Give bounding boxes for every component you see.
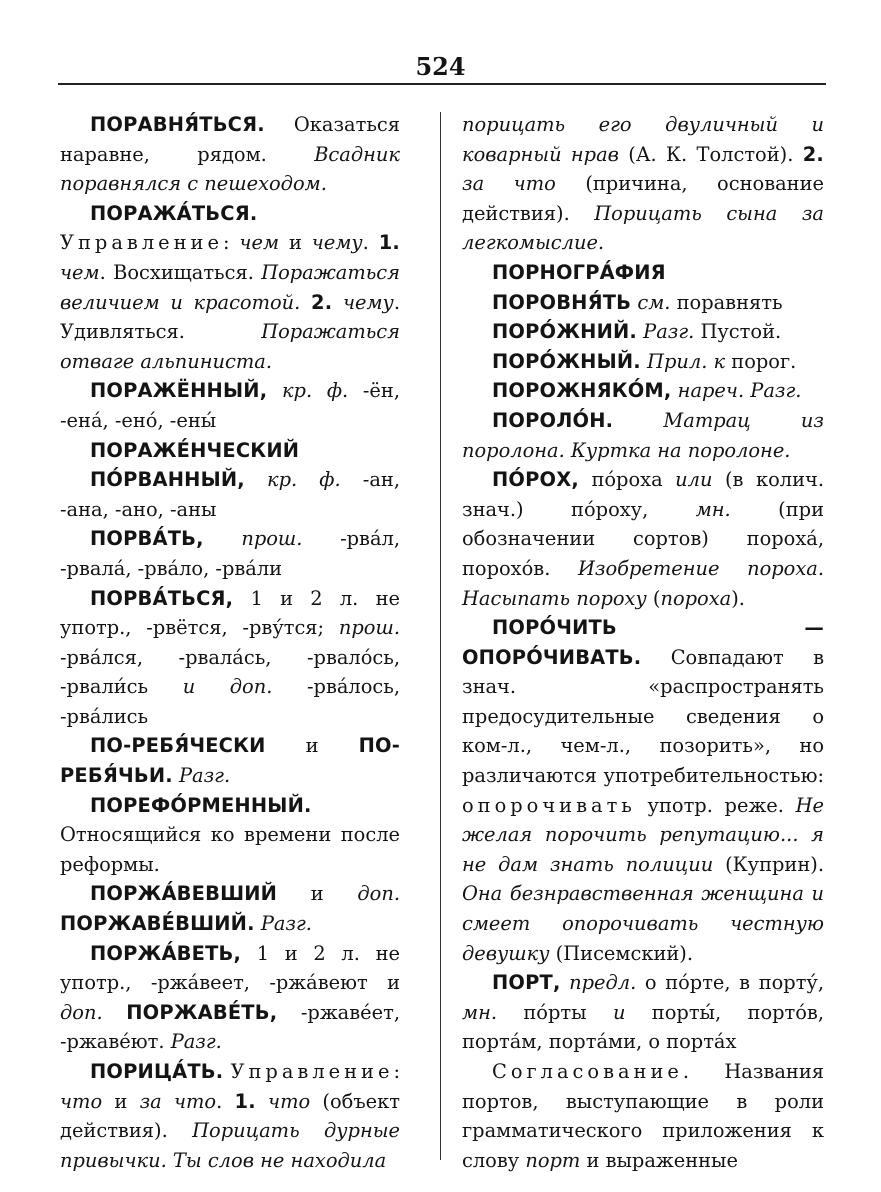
dictionary-entry: ПО́РВАННЫЙ, кр. ф. -ан, -ана, -ано, -аны [60, 468, 400, 521]
dictionary-entry: ПОРАВНЯ́ТЬСЯ. Оказаться наравне, рядом. Всадник поравнялся с пешеходом. [60, 113, 400, 196]
dictionary-entry: ПОРТ, предл. о по́рте, в порту́, мн. по́рты и порты́, порто́в, порта́м, порта́ми, о порта́х [462, 971, 825, 1054]
dictionary-entry: ПОРО́ЖНЫЙ. Прил. к порог. [492, 349, 797, 373]
dictionary-entry: ПОРОВНЯ́ТЬ см. поравнять [492, 290, 783, 314]
column-divider [440, 112, 441, 1160]
dictionary-entry: Согласование. Названия портов, выступающие в роли грамматического приложения к слову порт и выраженные [462, 1060, 824, 1172]
left-column [60, 110, 400, 1175]
dictionary-entry: ПОРЕФО́РМЕННЫЙ. Относящийся ко времени после реформы. [60, 793, 400, 876]
dictionary-entry: ПОРАЖЕ́НЧЕСКИЙ [90, 438, 300, 462]
dictionary-entry: ПОРЖА́ВЕВШИЙ и доп. ПОРЖАВЕ́ВШИЙ. Разг. [60, 882, 400, 936]
dictionary-entry: ПО-РЕБЯ́ЧЕСКИ и ПО-РЕБЯ́ЧЬИ. Разг. [60, 734, 400, 788]
dictionary-entry: ПО́РОХ, по́роха или (в колич. знач.) по́роху, мн. (при обозначении сортов) пороха́, порохо́в. Изобретение пороха. Насыпать пороху (пороха). [462, 468, 825, 610]
dictionary-entry: ПОРОЖНЯКО́М, нареч. Разг. [492, 379, 802, 403]
dictionary-entry: ПОРО́ЧИТЬ — ОПОРО́ЧИВАТЬ. Совпадают в знач. «распространять предосудительные сведения о ком-л., чем-л., позорить», но различаются употребительностью: опорочивать употр. реже. Не желая порочить репутацию... я не дам знать полиции (Куприн). Она безнравственная женщина и смеет опорочивать честную девушку (Писемский). [462, 616, 824, 965]
dictionary-entry: ПОРАЖА́ТЬСЯ. Управление: чем и чему. 1. чем. Восхищаться. Поражаться величием и красотой. 2. чему. Удивляться. Поражаться отваге альпиниста. [60, 201, 400, 373]
dictionary-entry: порицать его двуличный и коварный нрав (А. К. Толстой). 2. за что (причина, основание действия). Порицать сына за легкомыслие. [462, 113, 824, 255]
dictionary-entry: ПОРВА́ТЬСЯ, 1 и 2 л. не употр., -рвётся, -рву́тся; прош. -рва́лся, -рвала́сь, -рвало́сь, -рвали́сь и доп. -рва́лось, -рва́лись [60, 586, 400, 728]
dictionary-entry: ПОРИЦА́ТЬ. Управление: что и за что. 1. что (объект действия). Порицать дурные привычки. Ты слов не находила [60, 1060, 400, 1172]
dictionary-entry: ПОРОЛО́Н. Матрац из поролона. Куртка на поролоне. [462, 408, 824, 462]
dictionary-entry: ПОРНОГРА́ФИЯ [492, 260, 666, 284]
page-number: 524 [415, 52, 466, 81]
dictionary-entry: ПОРВА́ТЬ, прош. -рва́л, -рвала́, -рва́ло, -рва́ли [60, 527, 400, 580]
dictionary-entry: ПОРАЖЁННЫЙ, кр. ф. -ён, -ена́, -ено́, -ены́ [60, 379, 400, 432]
right-column [462, 110, 824, 1175]
header-rule [58, 83, 826, 85]
dictionary-entry: ПОРЖА́ВЕТЬ, 1 и 2 л. не употр., -ржа́веет, -ржа́веют и доп. ПОРЖАВЕ́ТЬ, -ржаве́ет, -ржаве́ют. Разг. [60, 941, 400, 1054]
dictionary-entry: ПОРО́ЖНИЙ. Разг. Пустой. [492, 320, 782, 344]
